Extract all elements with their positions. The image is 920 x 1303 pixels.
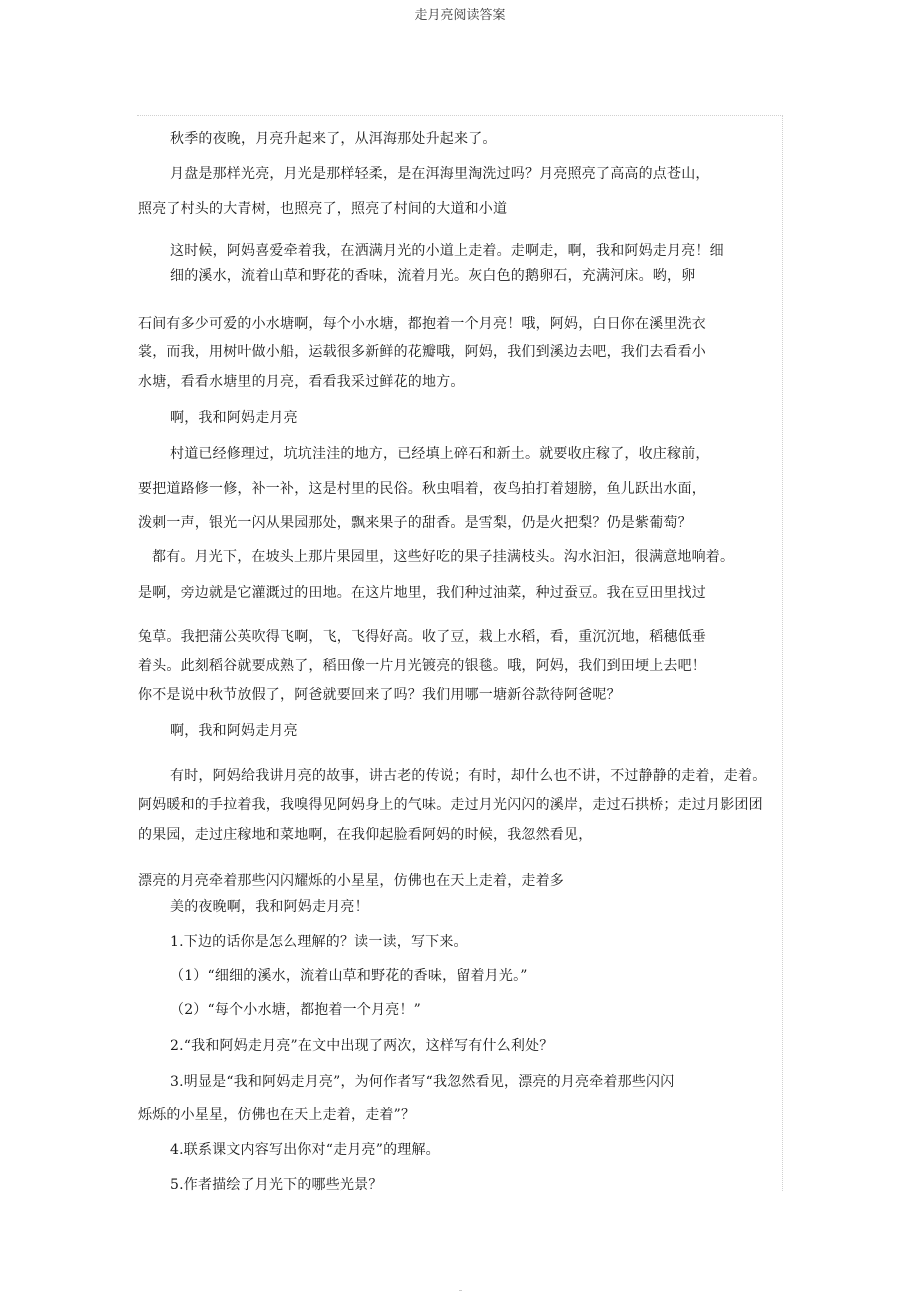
paragraph-line: 月盘是那样光亮，月光是那样轻柔，是在洱海里淘洗过吗？月亮照亮了高高的点苍山，: [170, 166, 710, 182]
paragraph-line: 泼刺一声，银光一闪从果园那处，飘来果子的甜香。是雪梨，仍是火把梨？仍是紫葡萄？: [138, 515, 692, 531]
question-line: （2）“每个小水塘，都抱着一个月亮！”: [170, 1002, 422, 1018]
document-header-title: 走月亮阅读答案: [414, 8, 506, 23]
paragraph-line: 照亮了村头的大青树，也照亮了，照亮了村间的大道和小道: [138, 201, 508, 217]
paragraph-line: 细的溪水，流着山草和野花的香味，流着月光。灰白色的鹅卵石，充满河床。哟，卵: [170, 268, 696, 284]
question-line: （1）“细细的溪水，流着山草和野花的香味，留着月光。”: [170, 968, 528, 984]
question-line: 5.作者描绘了月光下的哪些光景？: [170, 1177, 383, 1193]
question-line: 2.“我和阿妈走月亮”在文中出现了两次，这样写有什么利处？: [170, 1038, 554, 1054]
paragraph-line: 都有。月光下，在坡头上那片果园里，这些好吃的果子挂满枝头。沟水汩汩，很满意地响着。: [152, 549, 735, 565]
paragraph-line: 啊，我和阿妈走月亮: [170, 410, 298, 426]
question-line: 3.明显是“我和阿妈走月亮”，为何作者写“我忽然看见，漂亮的月亮牵着那些闪闪: [170, 1074, 675, 1090]
paragraph-line: 有时，阿妈给我讲月亮的故事，讲古老的传说；有时，却什么也不讲，不过静静的走着，走着。: [170, 768, 767, 784]
paragraph-line: 兔草。我把蒲公英吹得飞啊，飞，飞得好高。收了豆，栽上水稻，看，重沉沉地，稻穗低垂: [138, 629, 706, 645]
paragraph-line: 是啊，旁边就是它灌溉过的田地。在这片地里，我们种过油菜，种过蚕豆。我在豆田里找过: [138, 585, 706, 601]
question-line: 1.下边的话你是怎么理解的？读一读，写下来。: [170, 934, 468, 950]
paragraph-line: 裳，而我，用树叶做小船，运载很多新鲜的花瓣哦，阿妈，我们到溪边去吧，我们去看看小: [138, 344, 706, 360]
question-line: 烁烁的小星星，仿佛也在天上走着，走着”？: [138, 1107, 416, 1123]
paragraph-line: 水塘，看看水塘里的月亮，看看我采过鲜花的地方。: [138, 374, 465, 390]
paragraph-line: 着头。此刻稻谷就要成熟了，稻田像一片月光镀亮的银毯。哦，阿妈，我们到田埂上去吧！: [138, 658, 706, 674]
paragraph-line: 石间有多少可爱的小水塘啊，每个小水塘，都抱着一个月亮！哦，阿妈，白日你在溪里洗衣: [138, 316, 706, 332]
paragraph-line: 阿妈暖和的手拉着我，我嗅得见阿妈身上的气味。走过月光闪闪的溪岸，走过石拱桥；走过月影团团: [138, 797, 763, 813]
paragraph-line: 村道已经修理过，坑坑洼洼的地方，已经填上碎石和新土。就要收庄稼了，收庄稼前，: [170, 446, 710, 462]
paragraph-line: 这时候，阿妈喜爱牵着我，在洒满月光的小道上走着。走啊走，啊，我和阿妈走月亮！细: [170, 243, 724, 259]
paragraph-line: 要把道路修一修，补一补，这是村里的民俗。秋虫唱着，夜鸟拍打着翅膀，鱼儿跃出水面，: [138, 481, 706, 497]
footer-mark: [459, 1290, 462, 1291]
paragraph-line: 你不是说中秋节放假了，阿爸就要回来了吗？我们用哪一塘新谷款待阿爸呢？: [138, 687, 621, 703]
paragraph-line: 美的夜晚啊，我和阿妈走月亮！: [170, 899, 369, 915]
paragraph-line: 漂亮的月亮牵着那些闪闪耀烁的小星星，仿佛也在天上走着，走着多: [138, 873, 564, 889]
paragraph-line: 的果园，走过庄稼地和菜地啊，在我仰起脸看阿妈的时候，我忽然看见，: [138, 827, 593, 843]
question-line: 4.联系课文内容写出你对“走月亮”的理解。: [170, 1142, 440, 1158]
paragraph-line: 秋季的夜晚，月亮升起来了，从洱海那处升起来了。: [170, 131, 497, 147]
paragraph-line: 啊，我和阿妈走月亮: [170, 723, 298, 739]
